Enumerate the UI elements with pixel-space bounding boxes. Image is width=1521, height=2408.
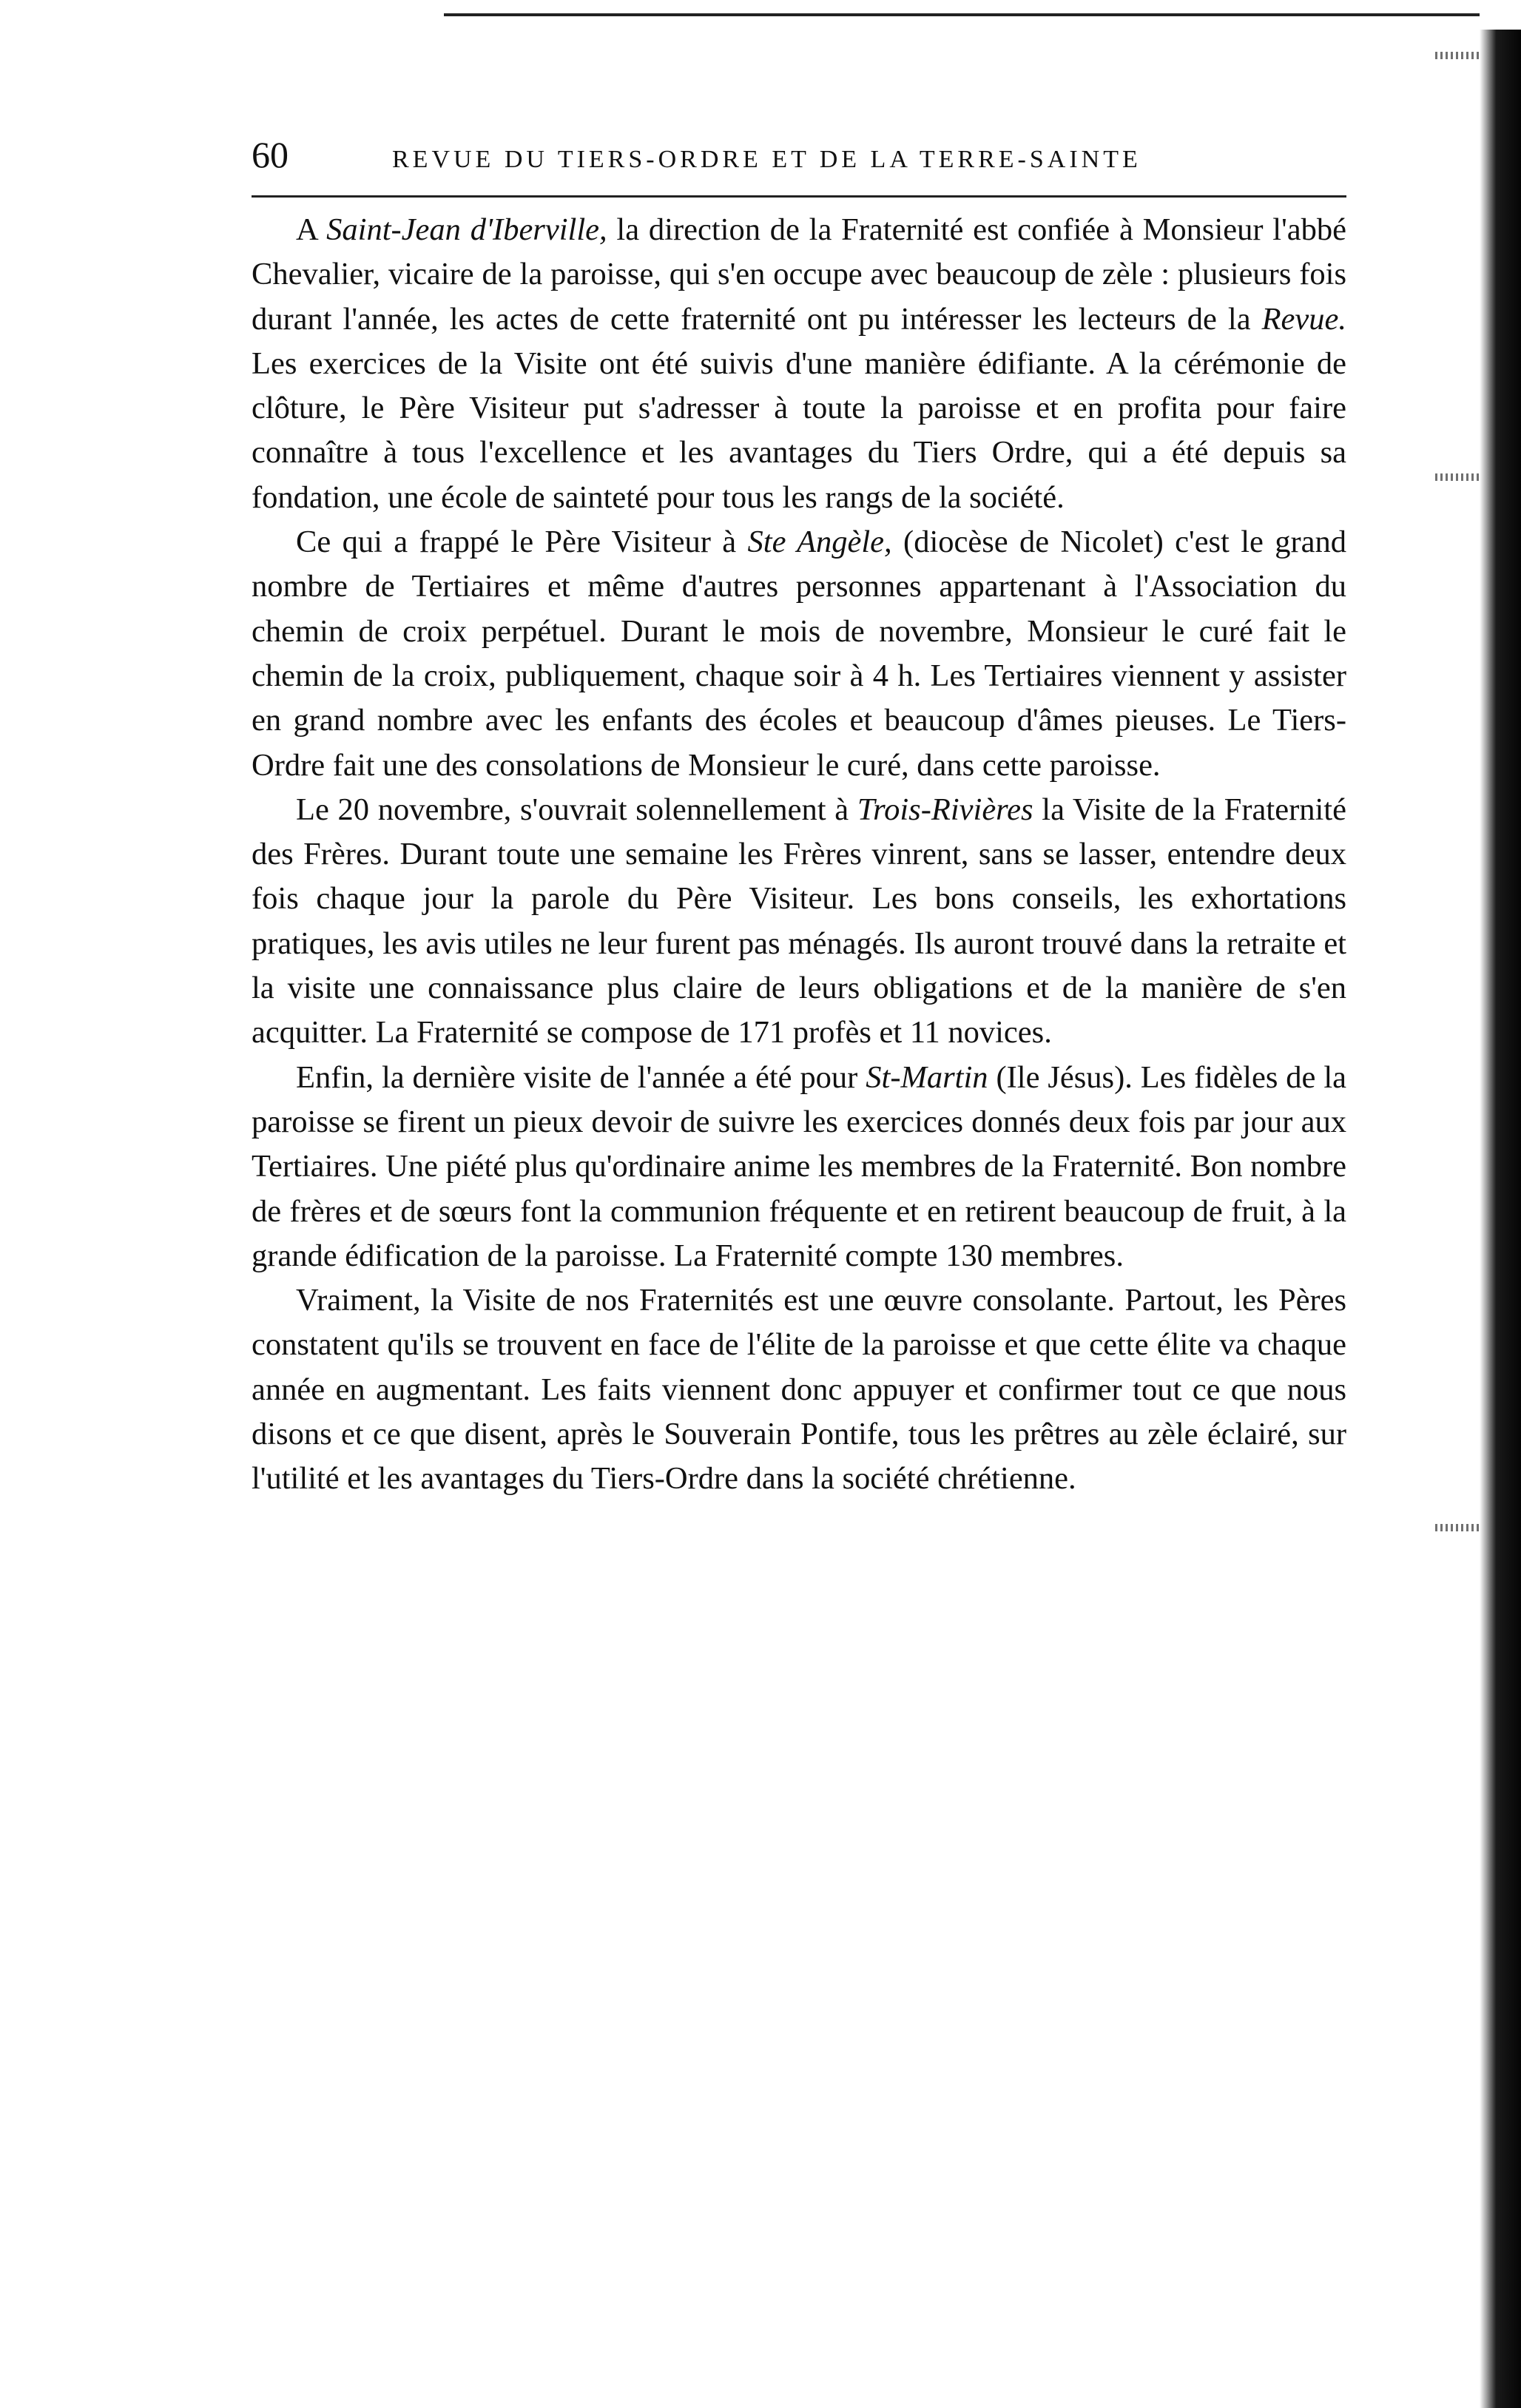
place-name: Saint-Jean d'Iberville, (326, 212, 607, 247)
running-head (252, 133, 1346, 185)
paragraph: A Saint-Jean d'Iberville, la direction de la Fraternité est confiée à Monsieur l'abbé Chevalier, vicaire de la paroisse, qui s'en occupe avec beaucoup de zèle : plusieurs fois durant l'année, les actes de cette fraternité ont pu intéresser les lecteurs de la Revue. Les exercices de la Visite ont été suivis d'une manière édifiante. A la cérémonie de clôture, le Père Visiteur put s'adresser à toute la paroisse et en profita pour faire connaître à tous l'excellence et les avantages du Tiers Ordre, qui a été depuis sa fondation, une école de sainteté pour tous les rangs de la société. (252, 212, 1347, 515)
place-name: St-Martin (866, 1059, 988, 1095)
article-body (252, 208, 1346, 1502)
paragraph: Le 20 novembre, s'ouvrait solennellement à Trois-Rivières la Visite de la Fraternité des Frères. Durant toute une semaine les Frères vinrent, sans se lasser, entendre deux fois chaque jour la parole du Père Visiteur. Les bons conseils, les exhortations pratiques, les avis utiles ne leur furent pas ménagés. Ils auront trouvé dans la retraite et la visite une connaissance plus claire de leurs obligations et de la manière de s'en acquitter. La Fraternité se compose de 171 profès et 11 novices. (252, 792, 1346, 1050)
scan-top-rule (444, 13, 1480, 16)
running-title: REVUE DU TIERS-ORDRE ET DE LA TERRE-SAINTE (392, 146, 1141, 173)
page-number: 60 (252, 134, 289, 175)
scan-noise (1435, 52, 1480, 59)
place-name: Trois-Rivières (857, 792, 1033, 827)
journal-title: Revue. (1261, 301, 1346, 337)
book-page (252, 133, 1346, 1502)
paragraph: Enfin, la dernière visite de l'année a été pour St-Martin (Ile Jésus). Les fidèles de la paroisse se firent un pieux devoir de suivre les exercices donnés deux fois par jour aux Tertiaires. Une piété plus qu'ordinaire anime les membres de la Fraternité. Bon nombre de frères et de sœurs font la communion fréquente et en retirent beaucoup de fruit, à la grande édification de la paroisse. La Fraternité compte 130 membres. (252, 1059, 1346, 1273)
scan-noise (1435, 473, 1480, 481)
place-name: Ste Angèle, (747, 525, 892, 560)
scan-noise (1435, 1524, 1480, 1531)
header-rule (252, 195, 1346, 198)
paragraph: Vraiment, la Visite de nos Fraternités est une œuvre consolante. Partout, les Pères constatent qu'ils se trouvent en face de l'élite de la paroisse et que cette élite va chaque année en augmentant. Les faits viennent donc appuyer et confirmer tout ce que nous disons et ce que disent, après le Souverain Pontife, tous les prêtres au zèle éclairé, sur l'utilité et les avantages du Tiers-Ordre dans la société chrétienne. (252, 1283, 1346, 1497)
scan-binding-edge (1480, 30, 1521, 2408)
paragraph: Ce qui a frappé le Père Visiteur à Ste Angèle, (diocèse de Nicolet) c'est le grand nombre de Tertiaires et même d'autres personnes appartenant à l'Association du chemin de croix perpétuel. Durant le mois de novembre, Monsieur le curé fait le chemin de la croix, publiquement, chaque soir à 4 h. Les Tertiaires viennent y assister en grand nombre avec les enfants des écoles et beaucoup d'âmes pieuses. Le Tiers-Ordre fait une des consolations de Monsieur le curé, dans cette paroisse. (252, 525, 1346, 783)
